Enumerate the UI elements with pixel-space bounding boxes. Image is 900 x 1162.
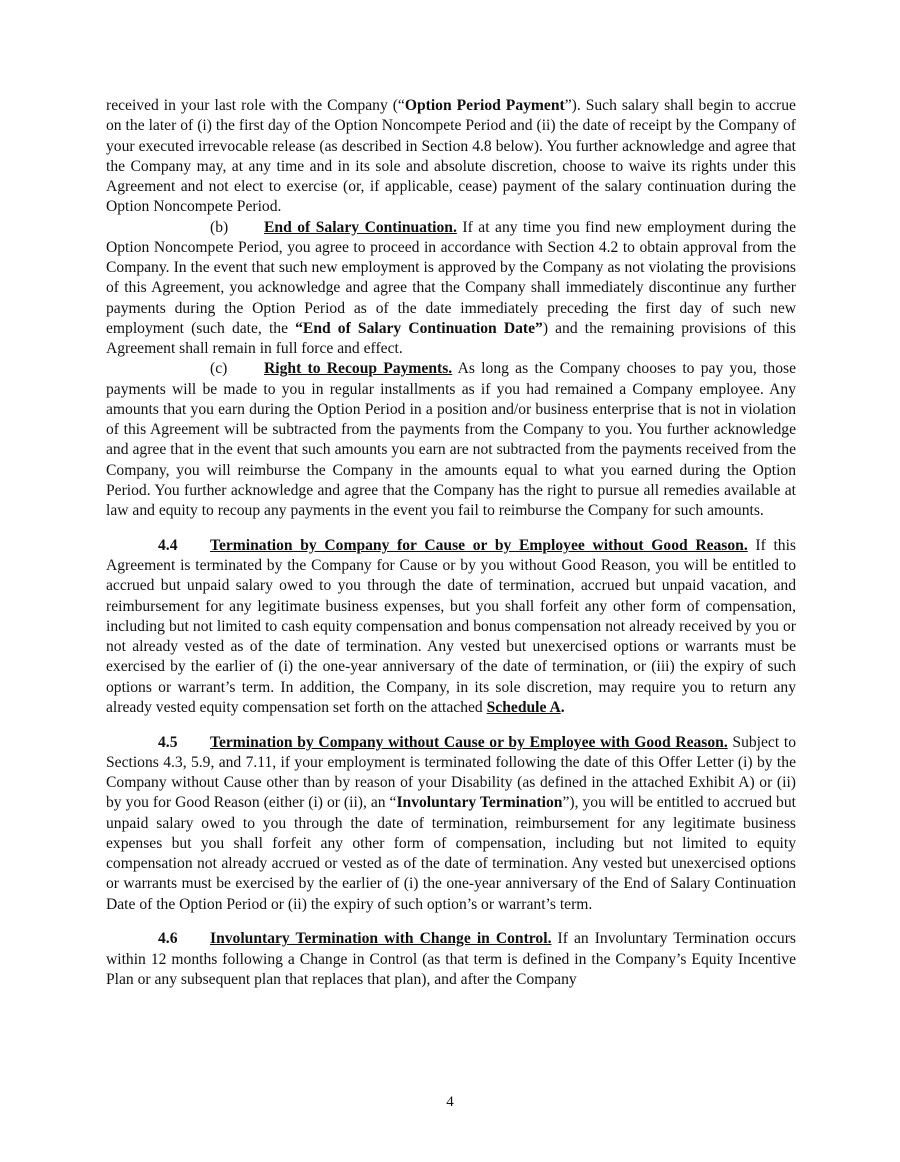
subsection-heading: End of Salary Continuation. bbox=[264, 218, 457, 236]
schedule-reference: Schedule A bbox=[486, 698, 561, 716]
section-number: 4.6 bbox=[158, 930, 178, 948]
page-number: 4 bbox=[446, 1094, 454, 1110]
subsection-number: (c) bbox=[210, 360, 228, 378]
section-number: 4.4 bbox=[158, 536, 178, 554]
subsection-c: (c) Right to Recoup Payments. As long as the Company chooses to pay you, those payments will be made to you in regular installments as if you had remained a Company employee. Any amounts that you earn during the Option Period in a position and/or business enterprise that is not in violation of this Agreement will be subtracted from the payments from the Company to you. You further acknowledge and agree that in the event that such amounts you earn are not subtracted from the payments received from the Company, you will reimburse the Company in the amounts equal to what you earned during the Option Period. You further acknowledge and agree that the Company has the right to pursue all remedies available at law and equity to recoup any payments in the event you fail to reimburse the Company for such amounts. bbox=[106, 360, 796, 519]
section-4-4: 4.4 Termination by Company for Cause or by Employee without Good Reason. If this Agreement is terminated by the Company for Cause or by you without Good Reason, you will be entitled to accrued but unpaid salary owed to you through the date of termination, accrued but unpaid vacation, and reimbursement for any legitimate business expenses, but you shall forfeit any other form of compensation, including but not limited to cash equity compensation and bonus compensation not already received by you or not already vested as of the date of termination. Any vested but unexercised options or warrants must be exercised by the earlier of (i) the one-year anniversary of the date of termination, or (iii) the expiry of such options or warrant’s term. In addition, the Company, in its sole discretion, may require you to return any already vested equity compensation set forth on the attached Schedule A. bbox=[106, 536, 796, 716]
subsection-b: (b) End of Salary Continuation. If at any time you find new employment during the Option Noncompete Period, you agree to proceed in accordance with Section 4.2 to obtain approval from the Company. In the event that such new employment is approved by the Company as not violating the provisions of this Agreement, you acknowledge and agree that the Company shall immediately discontinue any further payments during the Option Period as of the date immediately preceding the first day of such new employment (such date, the “End of Salary Continuation Date”) and the remaining provisions of this Agreement shall remain in full force and effect. bbox=[106, 218, 797, 357]
section-4-6: 4.6 Involuntary Termination with Change in Control. If an Involuntary Termination occurs within 12 months following a Change in Control (as that term is defined in the Company’s Equity Incentive Plan or any subsequent plan that replaces that plan), and after the Company bbox=[106, 930, 796, 988]
defined-term: Option Period Payment bbox=[404, 97, 565, 114]
defined-term: “End of Salary Continuation Date” bbox=[295, 319, 543, 337]
paragraph-option-period-payment: received in your last role with the Company (“Option Period Payment”). Such salary shall begin to accrue on the later of (i) the first day of the Option Noncompete Period and (ii) the date of receipt by the Company of your executed irrevocable release (as described in Section 4.8 below). You further acknowledge and agree that the Company may, at any time and in its sole and absolute discretion, choose to waive its rights under this Agreement and not elect to exercise (or, if applicable, cease) payment of the salary continuation during the Option Noncompete Period. bbox=[106, 97, 796, 216]
section-4-5: 4.5 Termination by Company without Cause or by Employee with Good Reason. Subject to Sections 4.3, 5.9, and 7.11, if your employment is terminated following the date of this Offer Letter (i) by the Company without Cause other than by reason of your Disability (as defined in the attached Exhibit A) or (ii) by you for Good Reason (either (i) or (ii), an “Involuntary Termination”), you will be entitled to accrued but unpaid salary owed to you through the date of termination, reimbursement for any legitimate business expenses but you shall forfeit any other form of compensation, including but not limited to equity compensation not already accrued or vested as of the date of termination. Any vested but unexercised options or warrants must be exercised by the earlier of (i) the one-year anniversary of the End of Salary Continuation Date of the Option Period or (ii) the expiry of such option’s or warrant’s term. bbox=[106, 733, 797, 913]
section-number: 4.5 bbox=[158, 733, 178, 751]
section-heading: Termination by Company without Cause or by Employee with Good Reason. bbox=[210, 733, 728, 751]
subsection-number: (b) bbox=[210, 218, 229, 236]
section-heading: Involuntary Termination with Change in Control. bbox=[210, 930, 552, 948]
section-heading: Termination by Company for Cause or by Employee without Good Reason. bbox=[210, 536, 748, 554]
document-page bbox=[106, 96, 796, 990]
subsection-heading: Right to Recoup Payments. bbox=[264, 360, 453, 378]
defined-term: Involuntary Termination bbox=[396, 794, 563, 812]
